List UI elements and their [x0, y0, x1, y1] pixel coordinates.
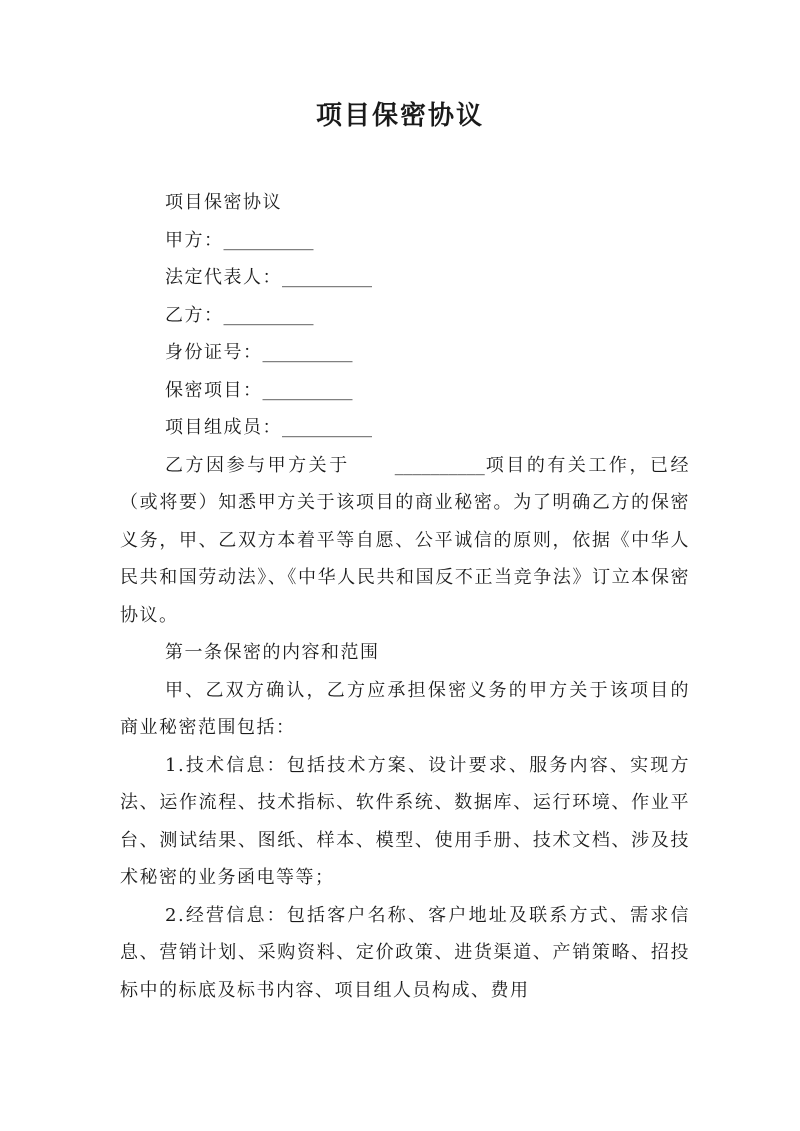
- intro-text-before: 乙方因参与甲方关于: [165, 454, 350, 476]
- article-1-title: 第一条保密的内容和范围: [165, 642, 380, 663]
- intro-project-blank: __________: [394, 454, 485, 476]
- project-members-label: 项目组成员：: [165, 417, 282, 438]
- party-a-field: [120, 222, 690, 260]
- legal-representative-label: 法定代表人：: [165, 267, 282, 288]
- project-members-field: [120, 409, 690, 447]
- intro-paragraph: [120, 447, 690, 635]
- document-title: 项目保密协议: [315, 101, 484, 131]
- agreement-heading: 项目保密协议: [165, 192, 282, 213]
- confidential-project-blank: __________: [262, 379, 353, 401]
- confidential-project-field: [120, 372, 690, 410]
- business-info-item: 2.经营信息：包括客户名称、客户地址及联系方式、需求信息、营销计划、采购资料、定价政策、进货渠道、产销策略、招投标中的标底及标书内容、项目组人员构成、费用: [120, 904, 690, 1001]
- intro-text-after: 项目的有关工作，已经（或将要）知悉甲方关于该项目的商业秘密。为了明确乙方的保密义务，甲、乙双方本着平等自愿、公平诚信的原则，依据《中华人民共和国劳动法》、《中华人民共和国反不正当竞争法》订立本保密协议。: [120, 454, 691, 626]
- party-b-label: 乙方：: [165, 304, 224, 326]
- party-a-blank: __________: [223, 229, 314, 251]
- legal-representative-field: [120, 259, 690, 297]
- id-number-blank: __________: [262, 342, 353, 363]
- party-b-field: [120, 297, 690, 335]
- technical-info-item: 1.技术信息：包括技术方案、设计要求、服务内容、实现方法、运作流程、技术指标、软件系统、数据库、运行环境、作业平台、测试结果、图纸、样本、模型、使用手册、技术文档、涉及技术秘密的业务函电等等；: [120, 754, 690, 888]
- legal-representative-blank: __________: [282, 267, 372, 288]
- document-body: [120, 184, 690, 1009]
- id-number-field: [120, 334, 690, 372]
- confidential-project-label: 保密项目：: [165, 379, 263, 401]
- party-b-blank: __________: [223, 304, 314, 326]
- project-members-blank: __________: [282, 417, 372, 438]
- party-a-label: 甲方：: [165, 229, 224, 251]
- article-1-paragraph: 甲、乙双方确认，乙方应承担保密义务的甲方关于该项目的商业秘密范围包括：: [120, 679, 690, 738]
- id-number-label: 身份证号：: [165, 342, 263, 363]
